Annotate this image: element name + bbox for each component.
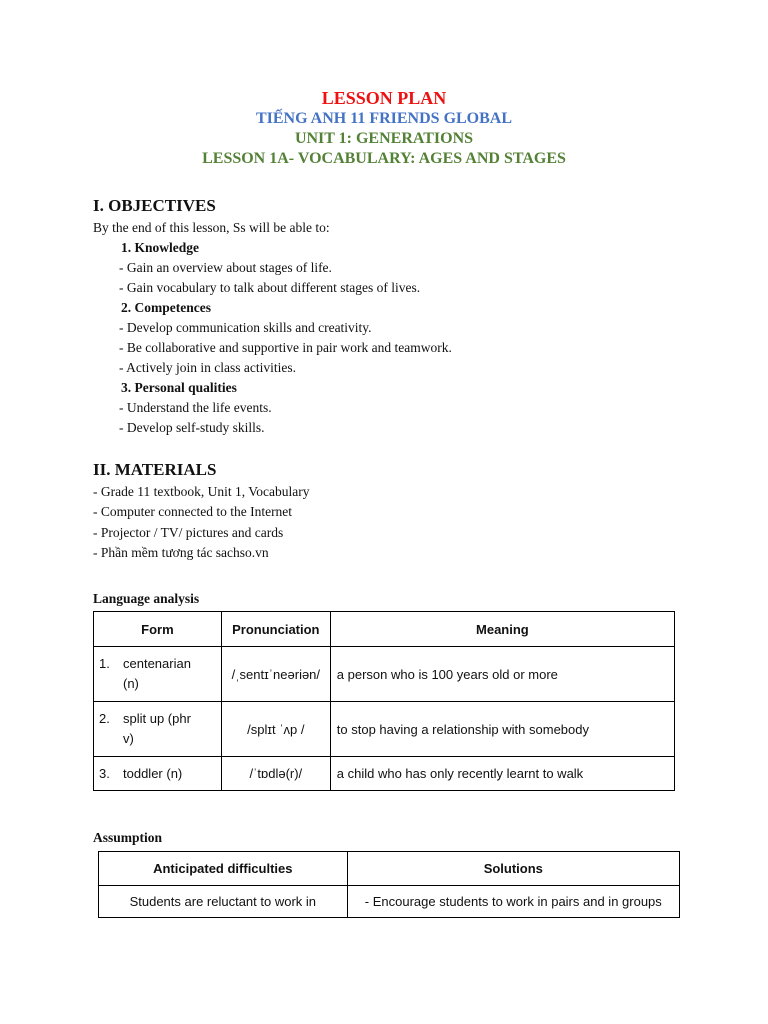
personal-quality-item: - Understand the life events. bbox=[119, 400, 272, 415]
meaning-cell: a person who is 100 years old or more bbox=[330, 647, 674, 702]
knowledge-label: 1. Knowledge bbox=[121, 240, 200, 255]
difficulty-cell: Students are reluctant to work in bbox=[99, 886, 348, 918]
row-number: 1. bbox=[99, 656, 110, 671]
column-header-difficulties: Anticipated difficulties bbox=[99, 852, 348, 886]
row-number: 2. bbox=[99, 711, 110, 726]
form-cell bbox=[94, 647, 222, 702]
table-row bbox=[94, 647, 675, 702]
competences-label: 2. Competences bbox=[121, 300, 211, 315]
personal-quality-item: - Develop self-study skills. bbox=[119, 420, 265, 435]
table-header-row bbox=[94, 612, 675, 647]
row-number: 3. bbox=[99, 766, 110, 781]
competence-item: - Develop communication skills and creativity. bbox=[119, 320, 372, 335]
form-text-continued: v) bbox=[123, 731, 134, 746]
form-cell bbox=[94, 702, 222, 757]
material-item: - Projector / TV/ pictures and cards bbox=[93, 525, 284, 540]
material-item: - Phần mềm tương tác sachso.vn bbox=[93, 545, 269, 560]
table-header-row bbox=[99, 852, 680, 886]
column-header-meaning: Meaning bbox=[330, 612, 674, 647]
title-lesson-plan: LESSON PLAN bbox=[321, 88, 447, 108]
table-row bbox=[99, 886, 680, 918]
competence-item: - Actively join in class activities. bbox=[119, 360, 296, 375]
column-header-form: Form bbox=[94, 612, 222, 647]
column-header-pronunciation: Pronunciation bbox=[221, 612, 330, 647]
knowledge-item: - Gain an overview about stages of life. bbox=[119, 260, 332, 275]
material-item: - Computer connected to the Internet bbox=[93, 504, 293, 519]
assumption-table bbox=[98, 851, 680, 918]
objectives-intro: By the end of this lesson, Ss will be able to: bbox=[93, 220, 330, 235]
knowledge-item: - Gain vocabulary to talk about different stages of lives. bbox=[119, 280, 421, 295]
solution-cell: - Encourage students to work in pairs and in groups bbox=[347, 886, 679, 918]
table-row bbox=[94, 702, 675, 757]
form-text: toddler (n) bbox=[123, 766, 183, 781]
personal-qualities-label: 3. Personal qualities bbox=[121, 380, 237, 395]
meaning-cell: to stop having a relationship with somebody bbox=[330, 702, 674, 757]
column-header-solutions: Solutions bbox=[347, 852, 679, 886]
title-unit: UNIT 1: GENERATIONS bbox=[294, 130, 474, 147]
material-item: - Grade 11 textbook, Unit 1, Vocabulary bbox=[93, 484, 310, 499]
title-lesson: LESSON 1A- VOCABULARY: AGES AND STAGES bbox=[202, 150, 566, 167]
assumption-label: Assumption bbox=[93, 830, 163, 845]
objectives-heading: I. OBJECTIVES bbox=[93, 196, 216, 215]
title-course: TIẾNG ANH 11 FRIENDS GLOBAL bbox=[255, 110, 513, 127]
form-text: centenarian bbox=[123, 656, 191, 671]
pronunciation-cell: /ˈtɒdlə(r)/ bbox=[221, 757, 330, 791]
form-text-continued: (n) bbox=[123, 676, 139, 691]
materials-heading: II. MATERIALS bbox=[93, 460, 217, 479]
form-cell bbox=[94, 757, 222, 791]
form-text: split up (phr bbox=[123, 711, 191, 726]
table-row bbox=[94, 757, 675, 791]
meaning-cell: a child who has only recently learnt to walk bbox=[330, 757, 674, 791]
competence-item: - Be collaborative and supportive in pair work and teamwork. bbox=[119, 340, 452, 355]
language-analysis-table bbox=[93, 611, 675, 791]
language-analysis-label: Language analysis bbox=[93, 591, 200, 606]
pronunciation-cell: /ˌsentɪˈneəriən/ bbox=[221, 647, 330, 702]
pronunciation-cell: /splɪt ˈʌp / bbox=[221, 702, 330, 757]
